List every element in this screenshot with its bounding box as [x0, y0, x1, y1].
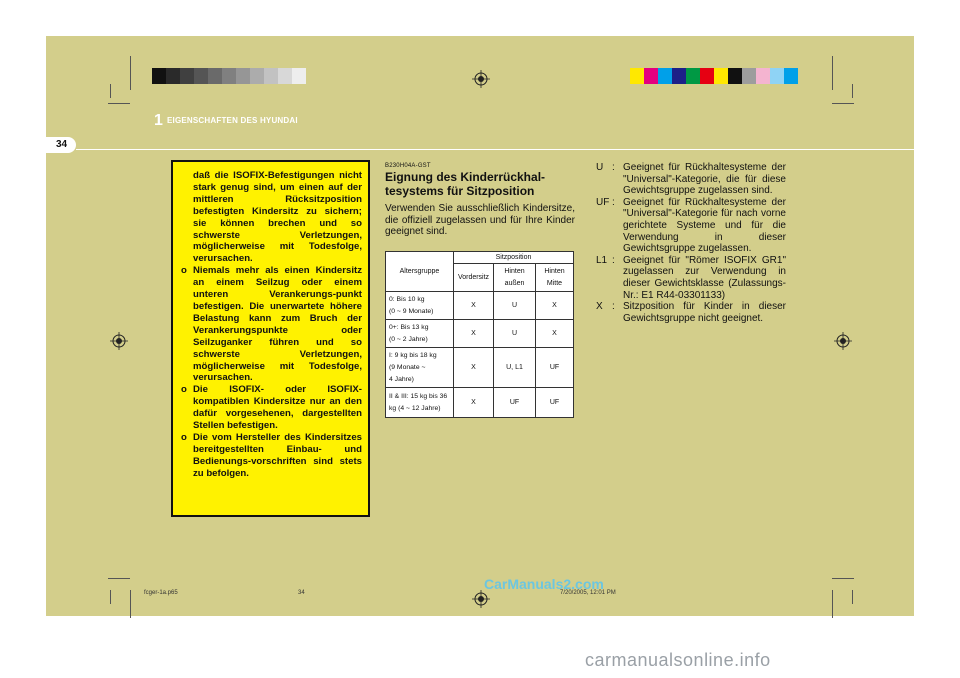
- registration-mark-icon: [834, 332, 852, 350]
- warning-item: [181, 384, 362, 432]
- color-swatch: [264, 68, 278, 84]
- seat-suitability-table: [385, 251, 574, 418]
- watermark-carmanuals2: CarManuals2.com: [484, 576, 604, 592]
- color-swatch: [700, 68, 714, 84]
- legend-colon: :: [612, 301, 615, 313]
- color-strip-colors: [630, 68, 798, 84]
- age-line: I: 9 kg bis 18 kg: [389, 351, 437, 359]
- cell-front: X: [454, 320, 494, 348]
- legend-key: L1: [596, 254, 608, 266]
- legend-text: Sitzposition für Kinder in dieser Gewichtsgruppe nicht geeignet.: [623, 301, 786, 324]
- header-front-seat: Vordersitz: [454, 264, 494, 292]
- age-line: (0 ~ 2 Jahre): [389, 335, 428, 343]
- age-line: 4 Jahre): [389, 375, 414, 383]
- color-swatch: [166, 68, 180, 84]
- legend-item: [596, 301, 786, 324]
- legend-item: [596, 197, 786, 255]
- age-cell: [386, 388, 454, 418]
- header-age-group: Altersgruppe: [386, 252, 454, 292]
- color-swatch: [686, 68, 700, 84]
- registration-mark-icon: [110, 332, 128, 350]
- warning-item: [181, 265, 362, 384]
- legend-colon: :: [612, 162, 615, 173]
- cell-middle: UF: [536, 388, 574, 418]
- color-swatch: [180, 68, 194, 84]
- color-swatch: [644, 68, 658, 84]
- header-rule: [76, 128, 914, 150]
- cell-front: X: [454, 348, 494, 388]
- warning-item-text: Die vom Hersteller des Kindersitzes bereitgestellten Einbau- und Bedienungs-vorschriften sind stets zu befolgen.: [193, 431, 362, 479]
- header-rear-middle: [536, 264, 574, 292]
- header-rear-middle-line2: Mitte: [546, 279, 563, 287]
- warning-intro: daß die ISOFIX-Befestigungen nicht stark genug sind, um einen auf der mittleren Rücksitzposition befestigten Kindersitz zu sichern; sie können brechen und so schwerste Verletzungen, möglicherweise mit Todesfolge, verursachen.: [193, 170, 362, 265]
- warning-box: [171, 160, 370, 517]
- color-swatch: [208, 68, 222, 84]
- legend-text: Geeignet für "Römer ISOFIX GR1" zugelassen zur Verwendung in dieser Gewichtsklasse (Zulassungs-Nr.: E1 R44-03301133): [623, 254, 786, 301]
- age-line: (9 Monate ~: [389, 363, 426, 371]
- legend-column: [596, 162, 786, 324]
- watermark-carmanualsonline: carmanualsonline.info: [585, 650, 771, 670]
- warning-item-text: Niemals mehr als einen Kindersitz an einem Seilzug oder einem unteren Verankerungs-punkt befestigen. Die unerwartete höhere Belastung kann zum Bruch der Verankerungspunkte oder Seilzuganker führen und so schwerste Verletzungen, möglicherweise mit Todesfolge, verursachen.: [193, 265, 362, 384]
- color-swatch: [222, 68, 236, 84]
- footer-page: 34: [298, 590, 305, 596]
- crop-mark: [130, 590, 131, 618]
- crop-mark: [130, 56, 131, 90]
- age-cell: [386, 320, 454, 348]
- page-number-tab: 34: [46, 137, 76, 153]
- legend-item: [596, 255, 786, 301]
- crop-mark: [852, 590, 853, 604]
- bullet: o: [181, 265, 187, 277]
- legend-text: Geeignet für Rückhaltesysteme der "Universal"-Kategorie für nach vorne gerichtete Systeme und für die Verwendung in dieser Gewichtsgruppe zugelassen.: [623, 196, 786, 255]
- age-line: 0: Bis 10 kg: [389, 295, 425, 303]
- section-code: B230H04A-GST: [385, 163, 431, 169]
- legend-colon: :: [612, 254, 615, 266]
- color-swatch: [728, 68, 742, 84]
- warning-item-text: Die ISOFIX- oder ISOFIX-kompatiblen Kindersitze nur an den dafür vorgesehenen, dargestellten Stellen befestigen.: [193, 384, 362, 432]
- legend-key: X: [596, 301, 603, 313]
- section-body: Verwenden Sie ausschließlich Kindersitze, die offiziell zugelassen und für Ihre Kinder geeignet sind.: [385, 203, 575, 238]
- age-line: kg (4 ~ 12 Jahre): [389, 404, 441, 412]
- legend-key: U: [596, 162, 604, 173]
- bullet: o: [181, 384, 187, 396]
- header-rear-outer: [494, 264, 536, 292]
- cell-middle: X: [536, 292, 574, 320]
- cell-front: X: [454, 388, 494, 418]
- cell-outer: U, L1: [494, 348, 536, 388]
- chapter-title: EIGENSCHAFTEN DES HYUNDAI: [167, 116, 298, 125]
- crop-mark: [832, 578, 854, 579]
- color-swatch: [784, 68, 798, 84]
- table-row: [386, 388, 574, 418]
- crop-mark: [852, 84, 853, 98]
- legend-key: UF: [596, 196, 610, 208]
- color-swatch: [770, 68, 784, 84]
- age-line: (0 ~ 9 Monate): [389, 307, 434, 315]
- age-line: II & III: 15 kg bis 36: [389, 392, 448, 400]
- legend-text: Geeignet für Rückhaltesysteme der "Universal"-Kategorie, die für diese Gewichtsgruppe zugelassen sind.: [623, 162, 786, 197]
- section-title: Eignung des Kinderrückhal-tesystems für Sitzposition: [385, 170, 546, 198]
- warning-item: [181, 432, 362, 480]
- registration-mark-icon: [472, 70, 490, 88]
- crop-mark: [110, 590, 111, 604]
- cell-outer: U: [494, 292, 536, 320]
- crop-mark: [832, 56, 833, 90]
- cell-middle: X: [536, 320, 574, 348]
- section-column: [385, 163, 575, 238]
- age-cell: [386, 348, 454, 388]
- color-swatch: [278, 68, 292, 84]
- cell-outer: U: [494, 320, 536, 348]
- color-swatch: [236, 68, 250, 84]
- header-rear-outer-line1: Hinten: [504, 267, 525, 275]
- color-swatch: [756, 68, 770, 84]
- crop-mark: [108, 578, 130, 579]
- color-swatch: [630, 68, 644, 84]
- table-row: [386, 320, 574, 348]
- legend-item: [596, 162, 786, 197]
- crop-mark: [110, 84, 111, 98]
- cell-middle: UF: [536, 348, 574, 388]
- header-rear-outer-line2: außen: [504, 279, 525, 287]
- age-cell: [386, 292, 454, 320]
- footer-file: fcger-1a.p65: [144, 590, 178, 596]
- registration-mark-icon: [472, 590, 490, 608]
- table-row: [386, 292, 574, 320]
- legend-colon: :: [612, 196, 615, 208]
- crop-mark: [108, 103, 130, 104]
- chapter-number: 1: [154, 112, 163, 129]
- color-swatch: [714, 68, 728, 84]
- header-rear-middle-line1: Hinten: [544, 267, 565, 275]
- crop-mark: [832, 103, 854, 104]
- color-swatch: [292, 68, 306, 84]
- footer-date: 7/20/2005, 12:01 PM: [560, 590, 616, 596]
- cell-outer: UF: [494, 388, 536, 418]
- cell-front: X: [454, 292, 494, 320]
- color-swatch: [250, 68, 264, 84]
- color-swatch: [658, 68, 672, 84]
- bullet: o: [181, 431, 187, 443]
- color-swatch: [152, 68, 166, 84]
- color-swatch: [742, 68, 756, 84]
- header-seat-position: Sitzposition: [454, 252, 574, 264]
- color-swatch: [672, 68, 686, 84]
- color-swatch: [194, 68, 208, 84]
- color-strip-grayscale: [152, 68, 306, 84]
- crop-mark: [832, 590, 833, 618]
- age-line: 0+: Bis 13 kg: [389, 323, 429, 331]
- table-row: [386, 348, 574, 388]
